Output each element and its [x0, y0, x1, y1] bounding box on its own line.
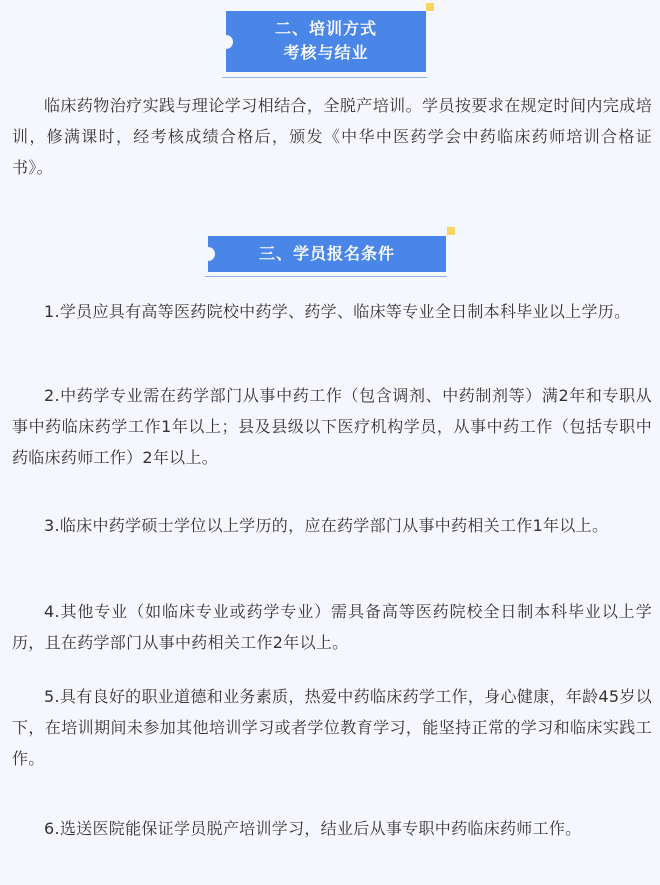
section-heading-enrollment-conditions — [208, 236, 446, 272]
condition-item-4: 4.其他专业（如临床专业或药学专业）需具备高等医药院校全日制本科毕业以上学历，且在药学部门从事中药相关工作2年以上。 — [12, 602, 652, 652]
section-heading-underline — [222, 77, 427, 78]
condition-item-3: 3.临床中药学硕士学位以上学历的，应在药学部门从事中药相关工作1年以上。 — [44, 516, 609, 535]
section-heading-training-method — [226, 11, 426, 72]
condition-item-6: 6.选送医院能保证学员脱产培训学习，结业后从事专职中药临床药师工作。 — [44, 819, 582, 838]
badge-corner-accent — [426, 3, 434, 11]
section-heading-line-1: 二、培训方式 — [274, 19, 377, 38]
badge-corner-accent — [447, 227, 455, 235]
condition-item-2: 2.中药学专业需在药学部门从事中药工作（包含调剂、中药制剂等）满2年和专职从事中药临床药学工作1年以上；县及县级以下医疗机构学员，从事中药工作（包括专职中药临床药师工作）2年以上。 — [12, 386, 652, 467]
condition-item-5: 5.具有良好的职业道德和业务素质，热爱中药临床药学工作，身心健康，年龄45岁以下，在培训期间未参加其他培训学习或者学位教育学习，能坚持正常的学习和临床实践工作。 — [12, 687, 652, 768]
condition-item-1: 1.学员应具有高等医药院校中药学、药学、临床等专业全日制本科毕业以上学历。 — [44, 302, 631, 321]
training-method-paragraph: 临床药物治疗实践与理论学习相结合，全脱产培训。学员按要求在规定时间内完成培训，修满课时，经考核成绩合格后，颁发《中华中医药学会中药临床药师培训合格证书》。 — [12, 96, 652, 177]
section-heading-line-2: 考核与结业 — [283, 43, 369, 62]
section-heading-text: 三、学员报名条件 — [258, 244, 395, 263]
section-heading-underline — [205, 276, 447, 277]
badge-notch — [219, 35, 233, 49]
badge-notch — [201, 247, 215, 261]
